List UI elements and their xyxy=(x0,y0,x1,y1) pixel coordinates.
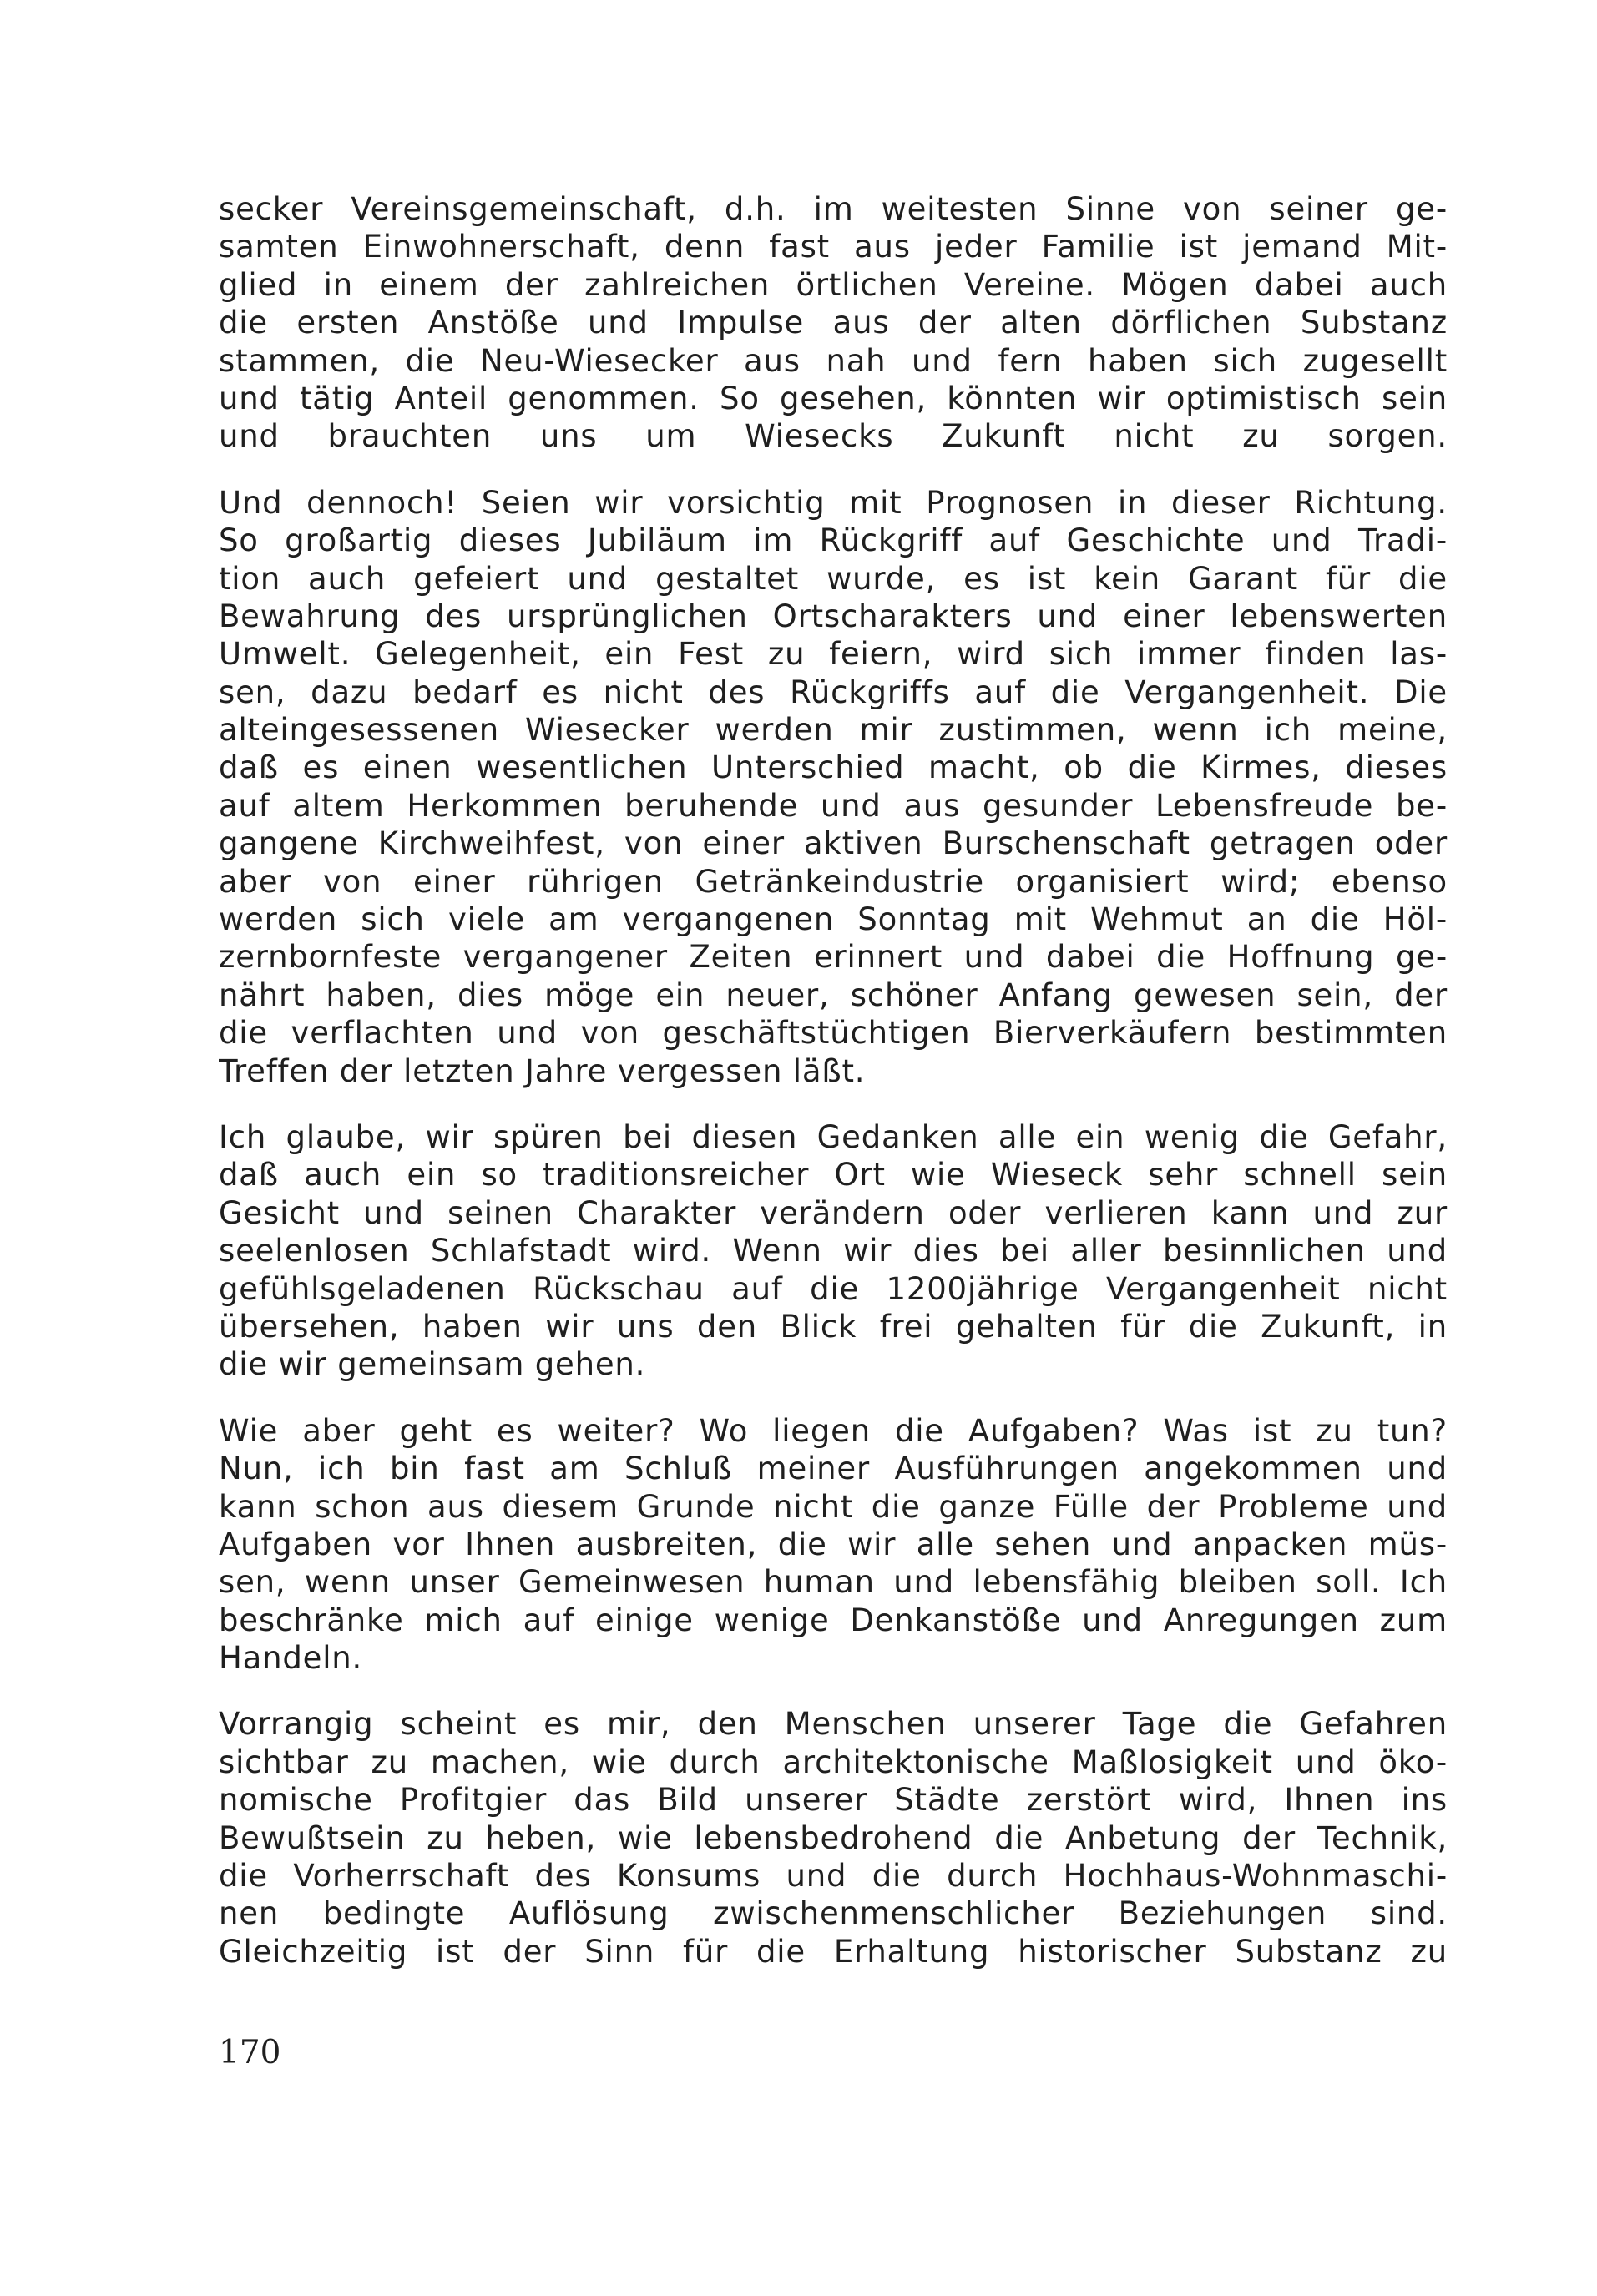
text-line: alteingesessenen Wiesecker werden mir zustimmen, wenn ich meine, xyxy=(219,712,1448,749)
text-line: die ersten Anstöße und Impulse aus der alten dörflichen Substanz xyxy=(219,305,1448,341)
text-line: Ich glaube, wir spüren bei diesen Gedanken alle ein wenig die Gefahr, xyxy=(219,1118,1448,1155)
text-line: Nun, ich bin fast am Schluß meiner Ausführungen angekommen und xyxy=(219,1451,1448,1487)
text-line: Gesicht und seinen Charakter verändern oder verlieren kann und zur xyxy=(219,1194,1448,1231)
text-line: aber von einer rührigen Getränkeindustrie organisiert wird; ebenso xyxy=(219,863,1448,900)
text-line: und tätig Anteil genommen. So gesehen, könnten wir optimistisch sein xyxy=(219,380,1448,416)
text-line: Treffen der letzten Jahre vergessen läßt. xyxy=(219,1052,866,1089)
paragraph xyxy=(219,1705,1448,1971)
text-line: So großartig dieses Jubiläum im Rückgriff auf Geschichte und Tradi- xyxy=(219,522,1448,559)
text-line: Aufgaben vor Ihnen ausbreiten, die wir alle sehen und anpacken müs- xyxy=(219,1526,1448,1562)
text-line: glied in einem der zahlreichen örtlichen Vereine. Mögen dabei auch xyxy=(219,266,1448,303)
text-line: übersehen, haben wir uns den Blick frei gehalten für die Zukunft, in xyxy=(219,1308,1448,1345)
text-line: Umwelt. Gelegenheit, ein Fest zu feiern, wird sich immer finden las- xyxy=(219,636,1448,673)
text-line: werden sich viele am vergangenen Sonntag mit Wehmut an die Höl- xyxy=(219,901,1448,938)
text-line: Bewahrung des ursprünglichen Ortscharakters und einer lebenswerten xyxy=(219,598,1448,634)
text-line: nen bedingte Auflösung zwischenmenschlicher Beziehungen sind. xyxy=(219,1895,1448,1932)
body-text xyxy=(219,190,1448,1999)
text-line: kann schon aus diesem Grunde nicht die ganze Fülle der Probleme und xyxy=(219,1488,1448,1525)
paragraph xyxy=(219,1412,1448,1678)
text-line: Wie aber geht es weiter? Wo liegen die Aufgaben? Was ist zu tun? xyxy=(219,1412,1448,1449)
text-line: Bewußtsein zu heben, wie lebensbedrohend die Anbetung der Technik, xyxy=(219,1819,1448,1856)
text-line: nährt haben, dies möge ein neuer, schöner Anfang gewesen sein, der xyxy=(219,976,1448,1013)
text-line: die wir gemeinsam gehen. xyxy=(219,1346,646,1383)
page-number: 170 xyxy=(219,2034,281,2071)
text-line: Vorrangig scheint es mir, den Menschen unserer Tage die Gefahren xyxy=(219,1706,1448,1743)
text-line: Und dennoch! Seien wir vorsichtig mit Prognosen in dieser Richtung. xyxy=(219,484,1448,521)
text-line: sen, dazu bedarf es nicht des Rückgriffs auf die Vergangenheit. Die xyxy=(219,674,1448,710)
text-line: daß es einen wesentlichen Unterschied macht, ob die Kirmes, dieses xyxy=(219,749,1448,786)
text-line: gangene Kirchweihfest, von einer aktiven Burschenschaft getragen oder xyxy=(219,825,1448,862)
text-line: die Vorherrschaft des Konsums und die durch Hochhaus-Wohnmaschi- xyxy=(219,1858,1448,1895)
text-line: und brauchten uns um Wiesecks Zukunft nicht zu sorgen. xyxy=(219,418,1448,455)
paragraph xyxy=(219,484,1448,1090)
text-line: auf altem Herkommen beruhende und aus gesunder Lebensfreude be- xyxy=(219,787,1448,824)
text-line: nomische Profitgier das Bild unserer Städte zerstört wird, Ihnen ins xyxy=(219,1782,1448,1819)
text-line: daß auch ein so traditionsreicher Ort wie Wieseck sehr schnell sein xyxy=(219,1157,1448,1193)
text-line: Handeln. xyxy=(219,1640,363,1677)
text-line: tion auch gefeiert und gestaltet wurde, es ist kein Garant für die xyxy=(219,560,1448,597)
text-line: secker Vereinsgemeinschaft, d.h. im weitesten Sinne von seiner ge- xyxy=(219,191,1448,227)
text-line: Gleichzeitig ist der Sinn für die Erhaltung historischer Substanz zu xyxy=(219,1933,1448,1970)
paragraph xyxy=(219,1118,1448,1384)
text-line: seelenlosen Schlafstadt wird. Wenn wir dies bei aller besinnlichen und xyxy=(219,1233,1448,1269)
paragraph xyxy=(219,190,1448,456)
text-line: die verflachten und von geschäftstüchtigen Bierverkäufern bestimmten xyxy=(219,1015,1448,1052)
text-line: beschränke mich auf einige wenige Denkanstöße und Anregungen zum xyxy=(219,1602,1448,1638)
text-line: gefühlsgeladenen Rückschau auf die 1200jährige Vergangenheit nicht xyxy=(219,1270,1448,1307)
text-line: samten Einwohnerschaft, denn fast aus jeder Familie ist jemand Mit- xyxy=(219,229,1448,265)
text-line: zernbornfeste vergangener Zeiten erinnert und dabei die Hoffnung ge- xyxy=(219,939,1448,976)
text-line: stammen, die Neu-Wiesecker aus nah und fern haben sich zugesellt xyxy=(219,342,1448,379)
text-line: sen, wenn unser Gemeinwesen human und lebensfähig bleiben soll. Ich xyxy=(219,1564,1448,1601)
text-line: sichtbar zu machen, wie durch architektonische Maßlosigkeit und öko- xyxy=(219,1743,1448,1780)
